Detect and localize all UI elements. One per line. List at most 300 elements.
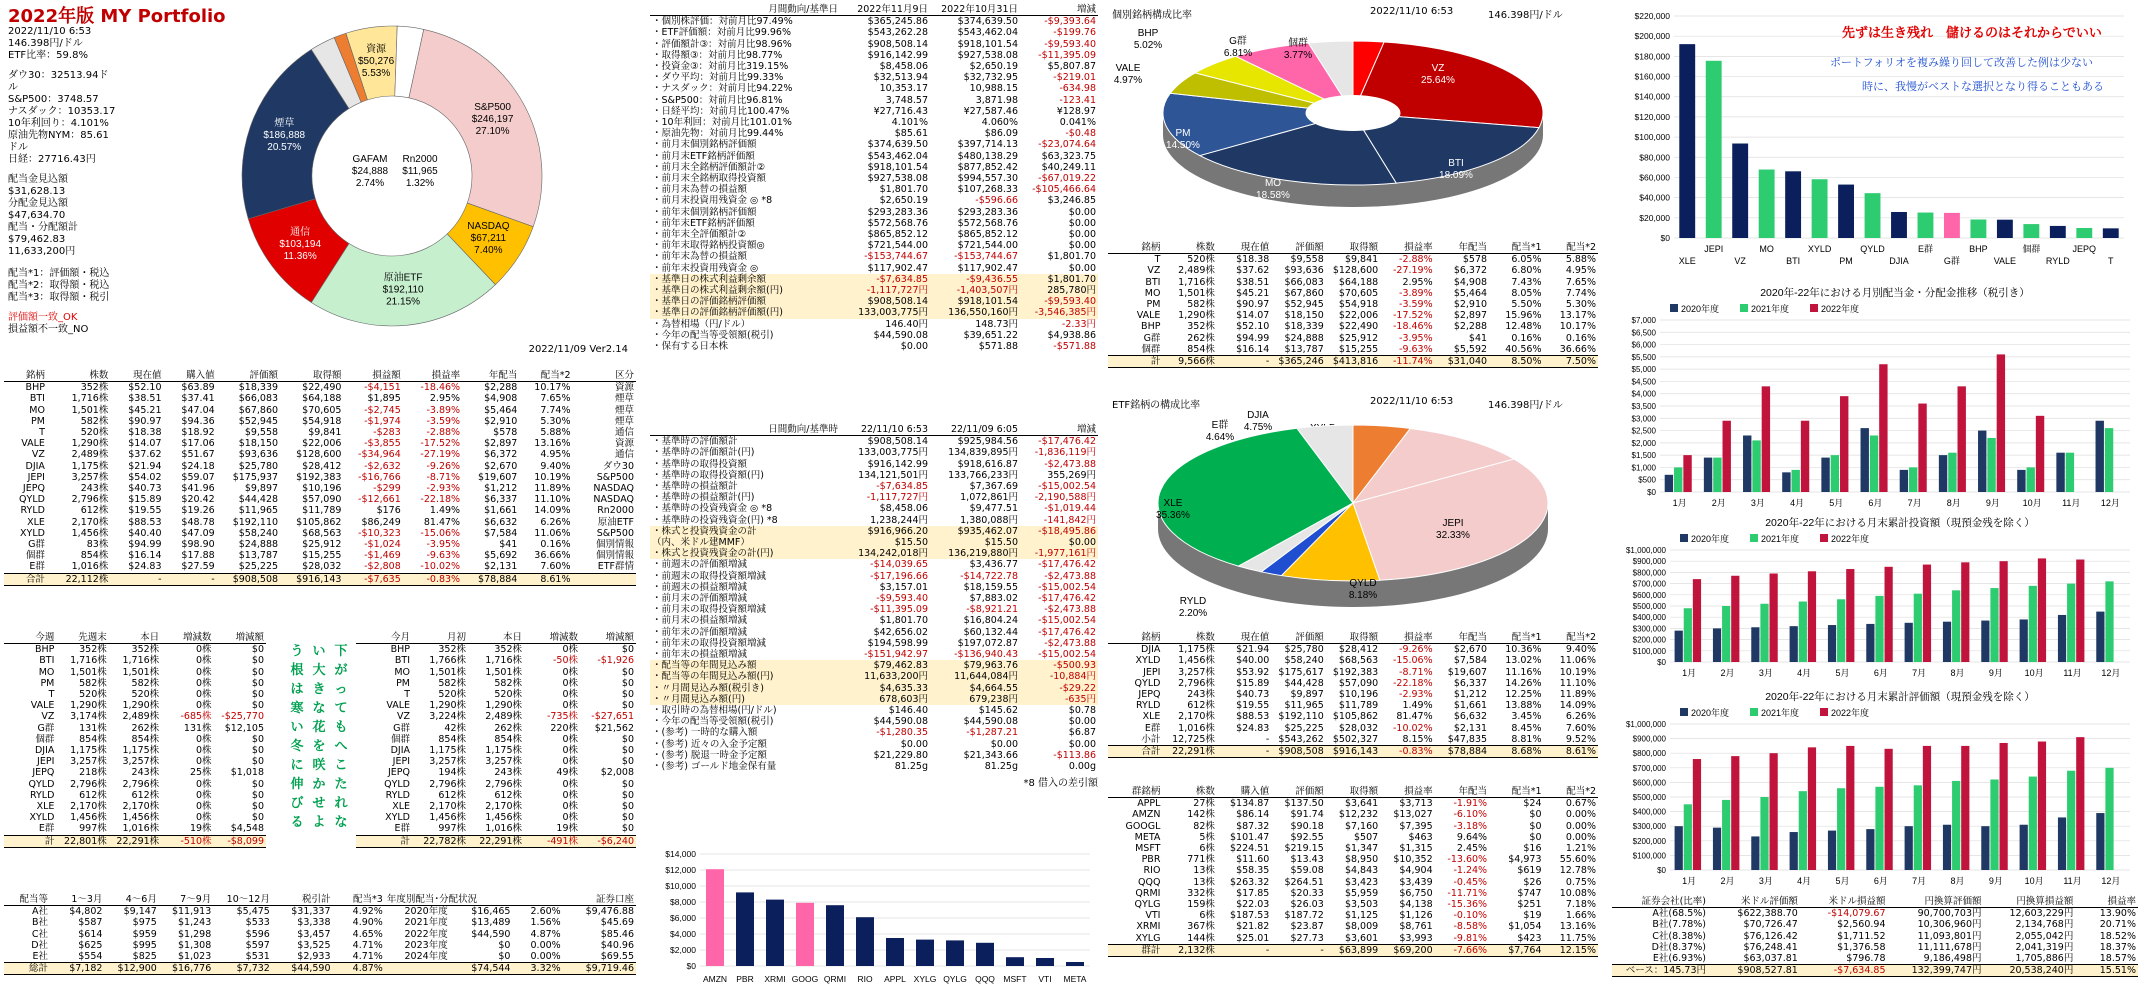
t6-cell: ・(参考) 近々の入金予定額 xyxy=(652,738,767,750)
t8-cell: $78,884 xyxy=(1435,746,1489,758)
t8-cell: $68,563 xyxy=(1338,655,1379,667)
y-tick: $3,000 xyxy=(1631,414,1656,424)
t5-cell: $927,538.08 xyxy=(867,173,928,185)
y-tick: $180,000 xyxy=(1634,51,1670,62)
pie-label: MO xyxy=(1264,178,1282,189)
t3-cell: JEPI xyxy=(392,756,410,768)
t1-cell: $22,006 xyxy=(302,438,342,450)
t5-cell: ・前月末全銘柄取得投資額 xyxy=(652,173,767,185)
t1-cell: 1,175株 xyxy=(71,460,109,472)
bar xyxy=(946,940,964,966)
t7-row xyxy=(1108,333,1598,344)
x-tick: 2月 xyxy=(1720,876,1735,886)
group-bar-chart-panel xyxy=(650,846,1098,992)
t10-cell: $76,248.41 xyxy=(1743,941,1798,953)
t9-cell: $25.01 xyxy=(1236,932,1270,944)
y-tick: $100,000 xyxy=(1634,132,1670,143)
bar xyxy=(1875,787,1883,870)
t6-cell: $8,458.06 xyxy=(879,503,928,515)
t6-cell: 136,219,880円 xyxy=(948,548,1018,560)
t4-cell: $45.69 xyxy=(600,917,634,929)
bar xyxy=(2027,467,2035,492)
t6-cell: 679,238円 xyxy=(969,693,1018,705)
t9-header-5: 損益率 xyxy=(1380,786,1434,798)
t9-cell: 0.00% xyxy=(1565,809,1596,821)
t8-cell: 9.40% xyxy=(1565,644,1596,656)
etf-table xyxy=(1108,632,1598,758)
bar xyxy=(1704,458,1712,492)
t8-cell: JEPI xyxy=(1143,666,1161,678)
t4-cell: 2020年度 xyxy=(404,906,448,918)
t8-cell: $1,212 xyxy=(1453,689,1488,701)
t1-row xyxy=(4,438,636,449)
x-tick: DJIA xyxy=(1889,256,1909,266)
t6-row xyxy=(650,750,1098,761)
t5-cell: $918,101.54 xyxy=(957,296,1018,308)
t6-cell: $194,598.99 xyxy=(867,637,928,649)
x-tick: RIO xyxy=(857,974,873,984)
y-tick: $6,000 xyxy=(670,913,696,923)
t2-row xyxy=(4,767,266,778)
bar xyxy=(2076,560,2084,662)
t7-cell: 1,501株 xyxy=(1178,287,1215,299)
t1-cell: - xyxy=(110,573,163,585)
x-tick: E群 xyxy=(1917,244,1933,254)
t9-cell: $92.55 xyxy=(1290,831,1324,843)
t2-cell: 1,501株 xyxy=(70,666,107,678)
t6-cell: ・株式と投資残資金の計(円) xyxy=(652,548,774,560)
t6-cell: -$15,002.54 xyxy=(1038,615,1096,627)
t3-cell: XLE xyxy=(392,801,410,813)
t1-cell: $19,607 xyxy=(478,471,518,483)
t3-row xyxy=(356,767,636,778)
t1-cell: 1.49% xyxy=(429,505,461,517)
t8-cell: $57,090 xyxy=(1338,677,1379,689)
t1-cell: $78,884 xyxy=(462,573,519,585)
y-tick: $14,000 xyxy=(665,849,696,859)
t8-cell: $28,412 xyxy=(1338,644,1379,656)
t5-row xyxy=(650,117,1098,128)
y-tick: $300,000 xyxy=(1632,822,1666,832)
t5-cell: $293,283.36 xyxy=(957,206,1018,218)
poem-char: を xyxy=(312,739,326,754)
t1-cell: 8.61% xyxy=(519,573,572,585)
t2-cell: $4,548 xyxy=(230,823,264,835)
t9-cell: 0.00% xyxy=(1565,831,1596,843)
t6-cell: $0.00 xyxy=(900,738,928,750)
t5-cell: ・基準日の評価銘柄評価額(円) xyxy=(652,307,783,319)
t7-cell: 1,716株 xyxy=(1178,276,1215,288)
bar xyxy=(1891,212,1907,238)
t6-row xyxy=(650,705,1098,716)
t9-cell: 6株 xyxy=(1199,843,1215,855)
t10-cell: 11,111,678円 xyxy=(1917,941,1982,953)
t5-cell: $908,508.14 xyxy=(867,296,928,308)
poem-char: う xyxy=(290,644,304,659)
broker-table xyxy=(1612,896,2138,977)
donut-label: GAFAM xyxy=(352,154,388,165)
x-tick: QQQ xyxy=(975,974,995,984)
t9-cell: MSFT xyxy=(1135,843,1161,855)
bar xyxy=(1961,746,1969,870)
t4-cell: $0 xyxy=(498,951,511,963)
t6-row xyxy=(650,727,1098,738)
t9-header-1: 株数 xyxy=(1162,786,1216,798)
t2-row xyxy=(4,667,266,678)
t3-cell: 262株 xyxy=(494,722,522,734)
t9-cell: 771株 xyxy=(1187,854,1215,866)
t7-cell: -9.63% xyxy=(1399,343,1433,355)
t6-cell: -$9,593.40 xyxy=(876,593,928,605)
t1-cell: -3.59% xyxy=(426,415,461,427)
poem-char: に xyxy=(290,758,304,773)
t2-row xyxy=(4,723,266,734)
t5-cell: -3,546,385円 xyxy=(1034,307,1096,319)
t3-cell: 1,456株 xyxy=(485,812,522,824)
bar xyxy=(1006,957,1024,966)
t1-cell: -$12,661 xyxy=(358,494,401,506)
t1-cell: 7.74% xyxy=(540,404,571,416)
t2-header-1: 先週末 xyxy=(56,632,108,644)
donut-value: $186,888 xyxy=(263,129,306,141)
t5-cell: $572,568.76 xyxy=(867,217,928,229)
t9-cell: 367株 xyxy=(1187,921,1215,933)
t1-cell: -$16,766 xyxy=(358,471,401,483)
t7-cell: 8.05% xyxy=(1511,287,1542,299)
t4-header-9 xyxy=(512,894,562,906)
t9-row xyxy=(1108,809,1598,820)
t5-cell: -$23,074.64 xyxy=(1038,139,1096,151)
t6-cell: ・(参考) 脱退一時金予定額 xyxy=(652,749,767,761)
t6-cell: ・配当等の年間見込み額(円) xyxy=(652,671,774,683)
poem-char: て xyxy=(334,701,348,716)
t3-cell: 0株 xyxy=(562,812,578,824)
t8-cell: 14.26% xyxy=(1505,677,1542,689)
x-tick: AMZN xyxy=(702,974,728,984)
t8-cell: 1.49% xyxy=(1402,700,1433,712)
donut-label: S&P500 xyxy=(474,102,511,114)
t3-cell: 194株 xyxy=(438,767,466,779)
t7-cell: $18,150 xyxy=(1284,310,1324,322)
t8-header-0: 銘柄 xyxy=(1108,632,1162,644)
t7-cell: $66,083 xyxy=(1284,276,1324,288)
bar xyxy=(1674,467,1682,492)
t8-cell: $88.53 xyxy=(1236,711,1270,723)
t5-cell: $572,568.76 xyxy=(957,217,1018,229)
t1-row xyxy=(4,573,636,585)
t3-cell: XYLD xyxy=(385,812,410,824)
t1-cell: 個群 xyxy=(25,550,45,562)
t1-header-3: 購入値 xyxy=(164,370,217,382)
t2-cell: 131株 xyxy=(183,722,212,734)
t7-cell: 15.96% xyxy=(1505,310,1542,322)
t5-cell: ・基準日の株式利益剰余額(円) xyxy=(652,285,783,297)
t6-cell: ・基準時の取得投資額 xyxy=(652,458,748,470)
t9-cell: $1,125 xyxy=(1344,910,1379,922)
t3-cell: 0株 xyxy=(562,700,578,712)
t1-cell: $6,337 xyxy=(484,494,518,506)
t9-cell: -3.18% xyxy=(1453,820,1488,832)
t9-cell: $3,503 xyxy=(1344,899,1379,911)
t3-header-2: 本日 xyxy=(468,632,524,644)
t2-cell: 2,796株 xyxy=(122,778,160,790)
pie-label: JEPI xyxy=(1442,518,1464,529)
t5-row xyxy=(650,251,1098,262)
bar xyxy=(1846,746,1854,870)
t4-cell: $1,023 xyxy=(178,951,212,963)
t5-cell: ・前年末投資用残資金 ◎ xyxy=(652,262,759,274)
t6-cell: ・(参考) ゴールド地金保有量 xyxy=(652,761,777,773)
t7-cell: $14.07 xyxy=(1236,310,1270,322)
y-tick: $3,500 xyxy=(1631,402,1656,411)
t2-cell: $0 xyxy=(251,756,264,768)
t4-cell: $531 xyxy=(245,951,270,963)
t4-cell: $1,298 xyxy=(178,928,212,940)
t9-cell: -11.71% xyxy=(1447,887,1488,899)
t5-header-3: 増減 xyxy=(1020,4,1098,16)
t8-row xyxy=(1108,711,1598,722)
t7-cell: $90.97 xyxy=(1236,299,1270,311)
t1-cell: $48.78 xyxy=(181,516,215,528)
bar xyxy=(2036,416,2044,492)
t2-cell: 0株 xyxy=(196,801,212,813)
t6-cell: ・基準時の投資残資金(円) *8 xyxy=(652,514,778,526)
t9-cell: $137.50 xyxy=(1284,798,1324,810)
bar xyxy=(1837,788,1845,870)
t7-cell: 13.17% xyxy=(1559,310,1596,322)
t1-row xyxy=(4,494,636,505)
t2-cell: 0株 xyxy=(196,700,212,712)
t6-cell: $79,462.83 xyxy=(873,660,928,672)
t8-row xyxy=(1108,689,1598,700)
t5-row xyxy=(650,106,1098,117)
t2-cell: XLE xyxy=(36,801,55,813)
t4-cell: $614 xyxy=(78,928,103,940)
t3-cell: 582株 xyxy=(494,677,522,689)
t8-cell: $44,428 xyxy=(1284,677,1324,689)
t6-row xyxy=(650,694,1098,705)
bar xyxy=(1900,470,1908,492)
pie-label: QYLD xyxy=(1349,578,1377,589)
t8-cell: $53.92 xyxy=(1236,666,1270,678)
t4-cell: 4.87% xyxy=(333,963,385,975)
t3-cell: $21,562 xyxy=(594,722,634,734)
bar xyxy=(1914,594,1922,662)
t1-cell: $47.09 xyxy=(181,527,215,539)
t9-cell: $90.18 xyxy=(1290,820,1324,832)
t9-cell: $63,899 xyxy=(1326,944,1380,956)
t9-cell: $4,843 xyxy=(1344,865,1379,877)
poem-char: れ xyxy=(334,796,348,811)
t3-cell: $0 xyxy=(621,778,634,790)
poem-char: へ xyxy=(334,739,348,754)
t6-cell: ・(参考) 一時的な購入額 xyxy=(652,727,758,739)
t9-header-4: 取得額 xyxy=(1326,786,1380,798)
t1-cell: $98.90 xyxy=(181,539,215,551)
t6-cell: -$15,002.54 xyxy=(1038,649,1096,661)
t8-cell: 合計 xyxy=(1108,746,1162,758)
t9-cell: XRMI xyxy=(1136,921,1161,933)
y-tick: $20,000 xyxy=(1639,212,1670,223)
t2-cell: E群 xyxy=(38,823,55,835)
t1-row xyxy=(4,405,636,416)
t7-cell: -17.52% xyxy=(1392,310,1433,322)
x-tick: XRMI xyxy=(764,974,786,984)
t10-cell: 20,538,240円 xyxy=(1984,965,2076,977)
t5-header-2: 2022年10月31日 xyxy=(930,4,1020,16)
t6-row xyxy=(650,638,1098,649)
t1-cell: 22,112株 xyxy=(47,573,110,585)
t2-cell: 3,257株 xyxy=(122,756,160,768)
legend-label: 2022年度 xyxy=(1821,304,1860,314)
t9-row xyxy=(1108,944,1598,956)
t8-cell: 12,725株 xyxy=(1172,733,1215,745)
t4-cell: 総計 xyxy=(4,963,50,975)
donut-pct: 1.32% xyxy=(405,178,435,189)
t5-cell: $480,138.29 xyxy=(957,150,1018,162)
t1-cell: XLE xyxy=(27,516,45,528)
t2-cell: $0 xyxy=(251,778,264,790)
individual-pie-title: 個別銘柄構成比率 xyxy=(1112,10,1192,21)
t6-cell: -$500.93 xyxy=(1053,660,1096,672)
x-tick: 11月 xyxy=(2062,498,2081,508)
t6-row xyxy=(650,683,1098,694)
holding-value-bar-chart xyxy=(1612,2,2138,292)
t8-header-4: 取得額 xyxy=(1326,632,1380,644)
poem-char: な xyxy=(334,815,348,830)
t8-header-8: 配当*2 xyxy=(1544,632,1599,644)
t3-cell: 520株 xyxy=(494,689,522,701)
x-tick: 3月 xyxy=(1758,876,1773,886)
bar xyxy=(2076,228,2092,238)
donut-label: 通信 xyxy=(290,227,311,239)
t2-cell: 3,257株 xyxy=(70,756,107,768)
donut-value: $11,965 xyxy=(402,166,438,177)
poem-char: よ xyxy=(312,815,326,830)
t2-cell: XYLD xyxy=(29,812,55,824)
t6-cell: ・前月末の損益額増減 xyxy=(652,615,748,627)
t6-cell: -$15,002.54 xyxy=(1038,481,1096,493)
holdings-table-panel xyxy=(4,370,636,628)
slogan-sub1: ポートフォリオを複み繰り回して改善した例は少ない xyxy=(1830,56,2094,69)
t3-row xyxy=(356,779,636,790)
bar xyxy=(1801,421,1809,492)
t5-cell: -$11,395.09 xyxy=(1038,49,1096,61)
t7-header-4: 取得額 xyxy=(1326,242,1380,254)
t8-header-1: 株数 xyxy=(1162,632,1216,644)
t6-row xyxy=(650,571,1098,582)
t6-row xyxy=(650,593,1098,604)
t2-cell: 352株 xyxy=(131,644,160,656)
t9-cell: -9.81% xyxy=(1453,932,1488,944)
t1-header-2: 現在値 xyxy=(110,370,163,382)
t5-cell: ・原油先物：対前月比99.44% xyxy=(652,128,784,140)
bar xyxy=(1799,602,1807,662)
bar xyxy=(1762,386,1770,492)
t5-cell: ・前年末ETF銘柄評価額 xyxy=(652,217,755,229)
t6-cell: -$11,395.09 xyxy=(870,604,928,616)
y-tick: $0 xyxy=(1657,866,1666,875)
t10-cell: $63,037.81 xyxy=(1743,953,1798,965)
t2-cell: T xyxy=(48,689,55,701)
t5-row xyxy=(650,341,1098,352)
t9-cell: $101.47 xyxy=(1230,831,1270,843)
t3-cell: BTI xyxy=(394,655,410,667)
t5-row xyxy=(650,218,1098,229)
t7-cell: 10.17% xyxy=(1559,321,1596,333)
t1-header-10: 区分 xyxy=(573,370,636,382)
t9-cell: QQQ xyxy=(1138,876,1161,888)
t7-cell: $9,841 xyxy=(1344,254,1379,266)
t10-header-2: 米ドル損益額 xyxy=(1800,896,1888,908)
x-tick: VALE xyxy=(1993,256,2017,266)
t2-cell: MO xyxy=(38,666,55,678)
t7-cell: -2.88% xyxy=(1399,254,1433,266)
t8-cell: 13.02% xyxy=(1505,655,1542,667)
t1-row xyxy=(4,505,636,516)
t2-cell: 1,456株 xyxy=(70,812,107,824)
t7-cell: -11.74% xyxy=(1380,356,1434,368)
t1-cell: NASDAQ xyxy=(593,483,634,495)
t9-row xyxy=(1108,910,1598,921)
bar xyxy=(1997,220,2013,238)
t5-cell: $0.00 xyxy=(900,341,928,353)
t1-cell: 520株 xyxy=(80,427,109,439)
bar xyxy=(1751,627,1759,662)
t3-cell: 1,456株 xyxy=(429,812,466,824)
t7-cell: -3.95% xyxy=(1399,332,1433,344)
t2-cell: 218株 xyxy=(79,767,107,779)
x-tick: 1月 xyxy=(1682,876,1697,886)
t4-cell: E社 xyxy=(32,951,49,963)
t5-cell: 146.40円 xyxy=(885,318,928,330)
t1-cell: VALE xyxy=(21,438,45,450)
x-tick: JEPQ xyxy=(2072,244,2097,254)
t1-cell: $2,897 xyxy=(484,438,518,450)
t7-cell: 262株 xyxy=(1187,332,1215,344)
t5-cell: ・投資金③：対前月比319.15% xyxy=(652,61,789,73)
t3-cell: QYLD xyxy=(384,778,410,790)
t5-cell: ・S&P500：対前月比96.81% xyxy=(652,94,783,106)
t6-cell: $44,590.08 xyxy=(963,716,1018,728)
t7-cell: $18,339 xyxy=(1284,321,1324,333)
x-tick: VZ xyxy=(1734,256,1746,266)
t1-cell: 2,489株 xyxy=(71,449,109,461)
t6-cell: 134,121,501円 xyxy=(858,469,928,481)
t1-cell: $52.10 xyxy=(128,382,162,394)
t3-cell: MO xyxy=(394,666,410,678)
t6-cell: $21,229.80 xyxy=(873,749,928,761)
t9-cell: $87.32 xyxy=(1236,820,1270,832)
t5-row xyxy=(650,162,1098,173)
t3-cell: 1,290株 xyxy=(429,700,466,712)
t3-cell: 2,170株 xyxy=(429,801,466,813)
t5-cell: 3,748.57 xyxy=(885,94,928,106)
t6-cell: （内、米ドル建MMF） xyxy=(652,537,750,549)
t6-cell: -$1,019.44 xyxy=(1044,503,1096,515)
bar xyxy=(1683,455,1691,492)
t5-cell: -2.33円 xyxy=(1061,318,1096,330)
t10-cell: 18.57% xyxy=(2099,953,2136,965)
t5-cell: 136,550,160円 xyxy=(948,307,1018,319)
t5-cell: $2,650.19 xyxy=(879,195,928,207)
t3-cell: JEPQ xyxy=(387,767,410,779)
x-tick: 11月 xyxy=(2063,668,2082,678)
t1-cell: $94.99 xyxy=(128,539,162,551)
t5-cell: ・基準日の評価銘柄評価額 xyxy=(652,296,767,308)
t9-cell: $20.33 xyxy=(1290,887,1324,899)
t8-cell: $10,196 xyxy=(1338,689,1379,701)
